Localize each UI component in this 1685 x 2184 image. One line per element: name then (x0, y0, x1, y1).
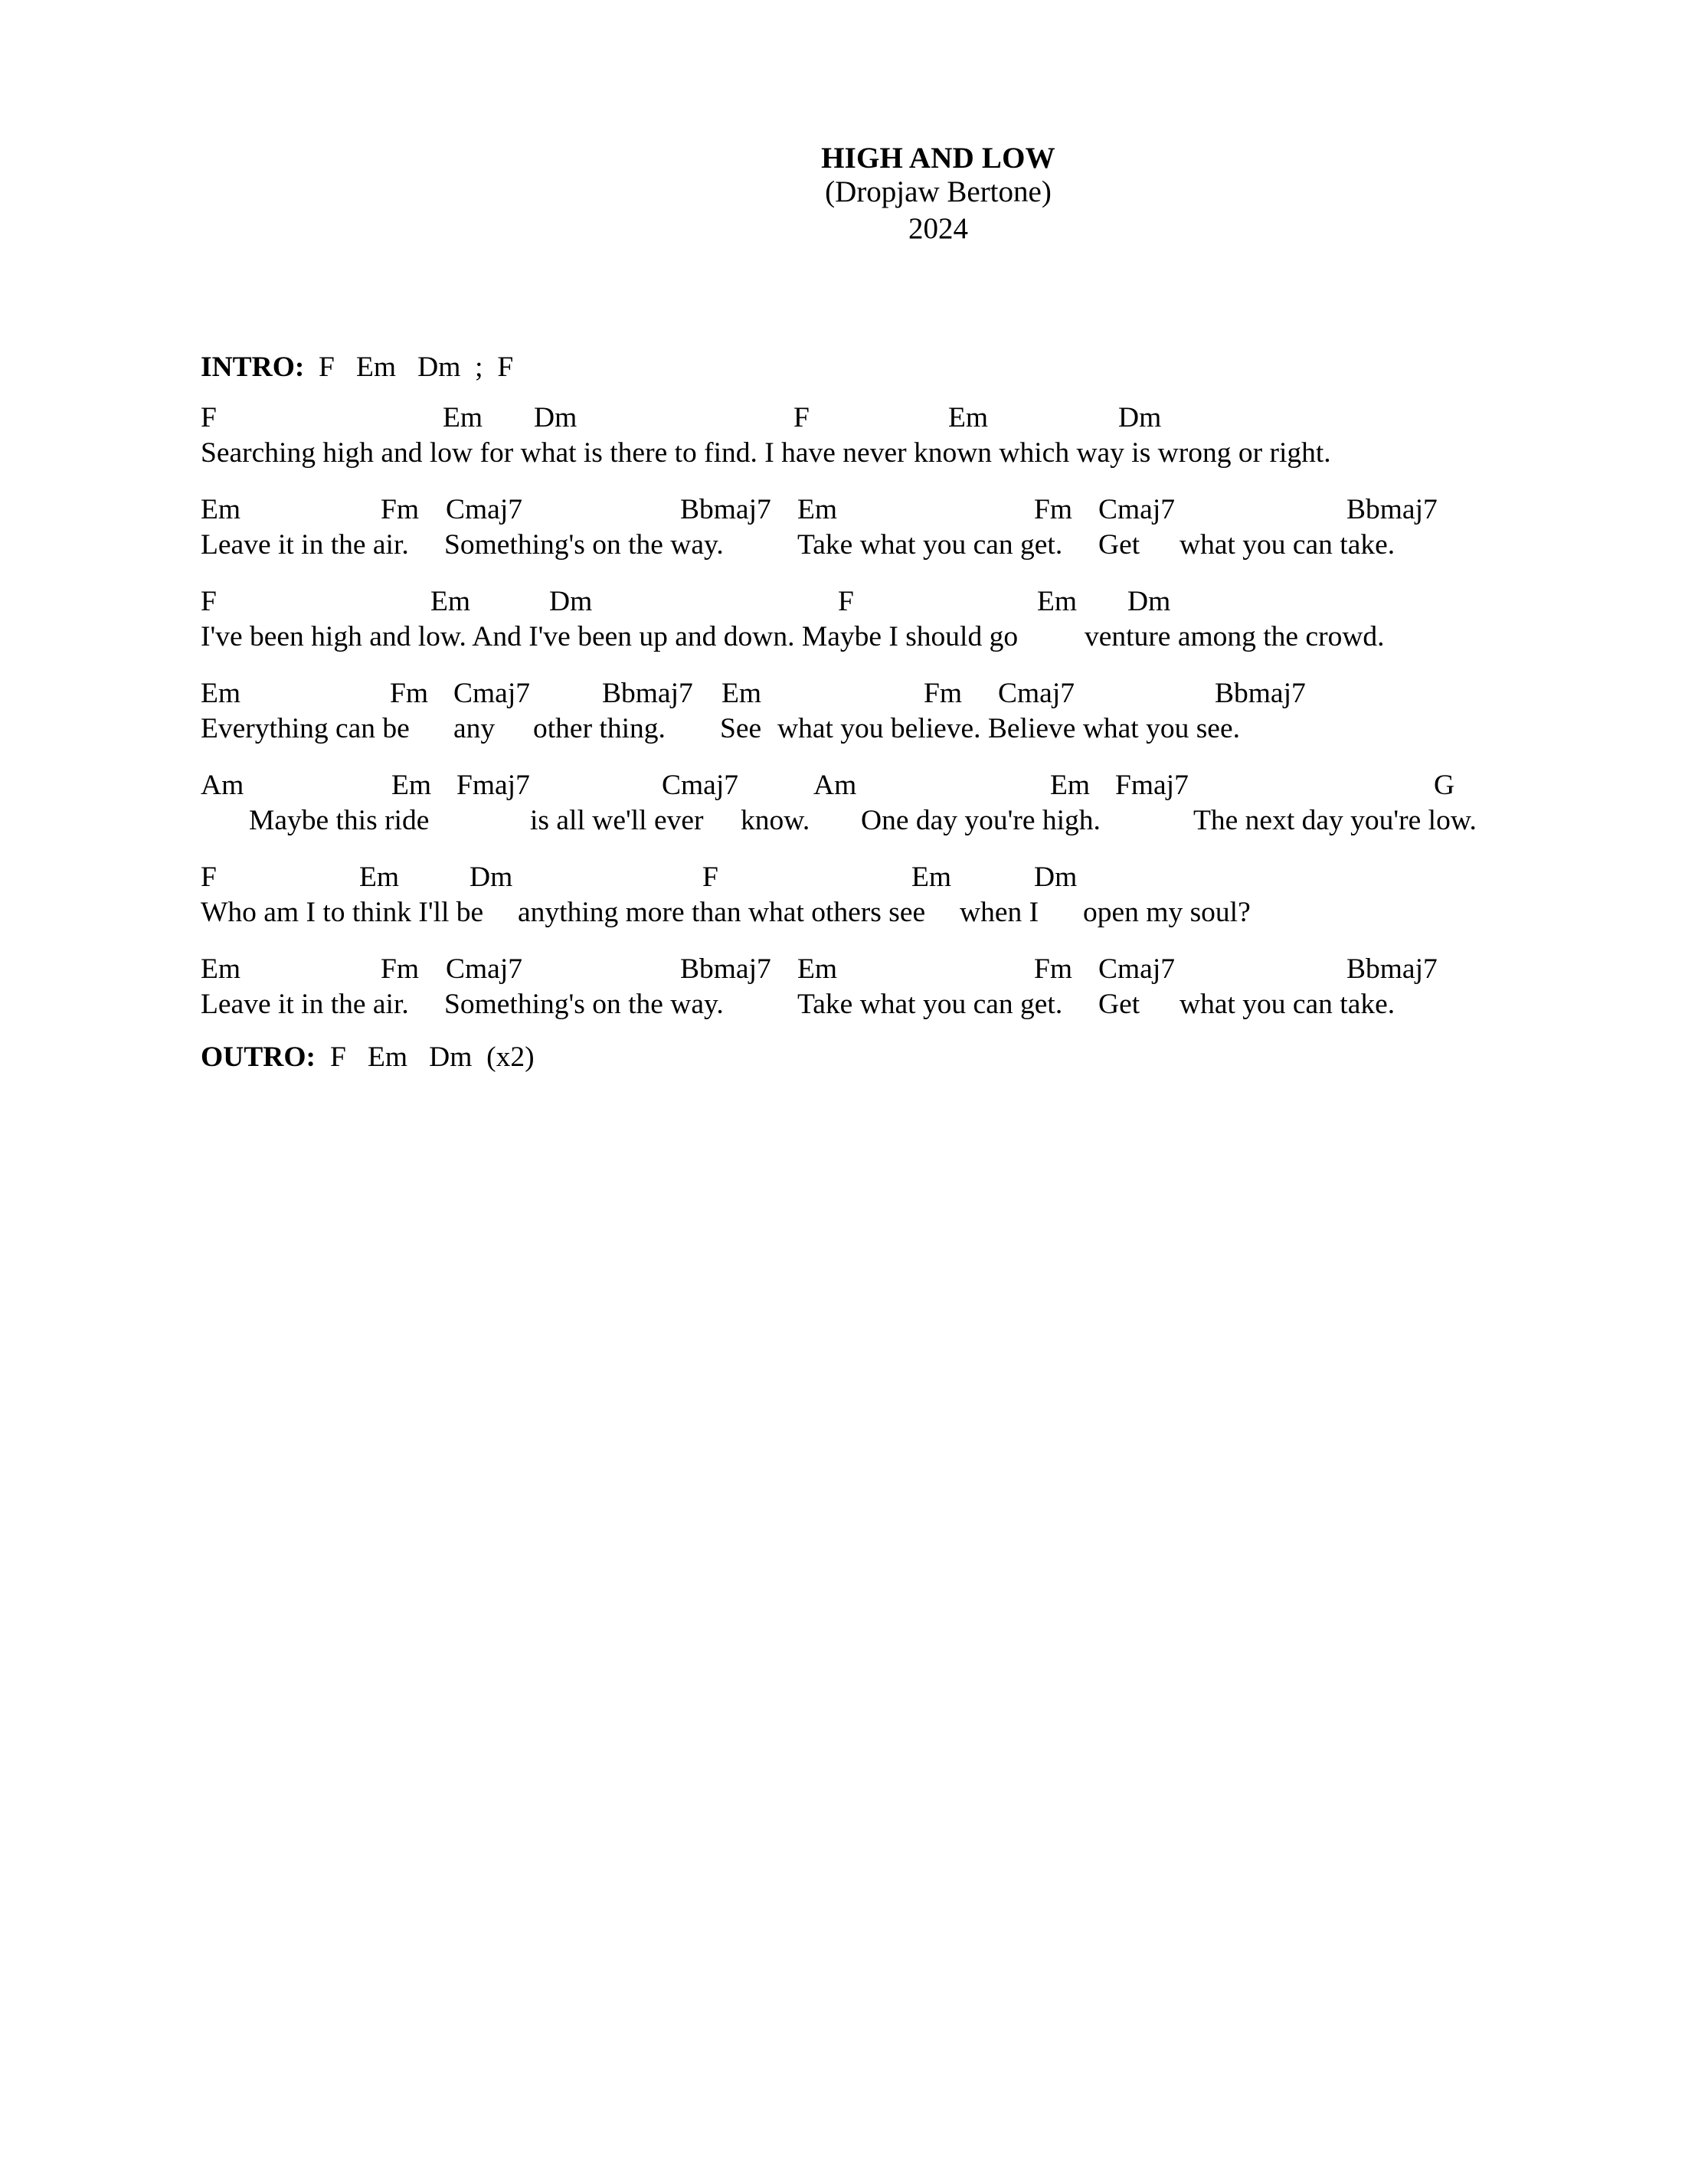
lyric: Get (1098, 989, 1140, 1020)
chord: Em (1037, 586, 1078, 617)
song-year: 2024 (908, 212, 968, 245)
chord: Bbmaj7 (1346, 953, 1438, 985)
song-artist: (Dropjaw Bertone) (825, 175, 1052, 208)
lyric: when I (960, 897, 1039, 928)
chord: Em (430, 586, 471, 617)
chord: Fm (1034, 953, 1073, 985)
outro-label: OUTRO: (201, 1041, 316, 1073)
lyric: Everything can be (201, 713, 410, 744)
chord: Dm (1127, 586, 1171, 617)
chord: Bbmaj7 (1215, 678, 1306, 709)
chord: Fm (381, 494, 420, 525)
lyric-line (0, 711, 1685, 747)
chord: Dm (549, 586, 593, 617)
chord: Em (797, 953, 838, 985)
lyric-line (0, 986, 1685, 1023)
chord: Em (443, 402, 483, 433)
lyric: See (720, 713, 762, 744)
lyric: Searching high and low for what is there to find. I have never known which way is wrong or right. (201, 437, 1331, 469)
chord: Dm (534, 402, 577, 433)
chord: Em (391, 770, 432, 801)
chord: G (1434, 770, 1455, 801)
chord: Am (813, 770, 857, 801)
lyric-line (0, 527, 1685, 564)
chord: Em (201, 678, 241, 709)
chord: Em (721, 678, 762, 709)
chord: Em (359, 862, 400, 893)
chord: Fm (390, 678, 429, 709)
chord-line (0, 767, 1685, 804)
lyric: Take what you can get. (797, 529, 1063, 561)
chord: Cmaj7 (1098, 953, 1175, 985)
lyric: Something's on the way. (444, 529, 724, 561)
chord: F (201, 586, 217, 617)
lyric-line (0, 894, 1685, 931)
lyric: Leave it in the air. (201, 989, 409, 1020)
lyric: any (453, 713, 496, 744)
lyric: Maybe this ride (249, 805, 430, 836)
chord: Cmaj7 (662, 770, 738, 801)
song-title: HIGH AND LOW (821, 142, 1055, 175)
chord: Am (201, 770, 244, 801)
chord-line (0, 951, 1685, 988)
lyric: open my soul? (1083, 897, 1251, 928)
chord: Dm (1118, 402, 1162, 433)
outro-chords: F Em Dm (x2) (330, 1041, 535, 1073)
chord: Em (1050, 770, 1091, 801)
lyric: what you believe. Believe what you see. (777, 713, 1240, 744)
chord: F (838, 586, 854, 617)
chord: Fmaj7 (456, 770, 530, 801)
lyric-line (0, 803, 1685, 839)
lyric: Take what you can get. (797, 989, 1063, 1020)
chord-line (0, 859, 1685, 896)
chord: F (201, 862, 217, 893)
chord: Cmaj7 (446, 494, 522, 525)
lyric-line (0, 435, 1685, 472)
chord: Bbmaj7 (1346, 494, 1438, 525)
chord-line (0, 492, 1685, 528)
chord: Fmaj7 (1115, 770, 1189, 801)
lyric: I've been high and low. And I've been up and down. Maybe I should go (201, 621, 1019, 652)
chord: Em (797, 494, 838, 525)
chord: Bbmaj7 (680, 953, 771, 985)
lyric: venture among the crowd. (1085, 621, 1385, 652)
lyric: know. (741, 805, 810, 836)
chord-line (0, 584, 1685, 620)
chord: Em (201, 953, 241, 985)
lyric: other thing. (533, 713, 666, 744)
lyric: what you can take. (1180, 989, 1395, 1020)
chord: Bbmaj7 (602, 678, 693, 709)
chord: Fm (924, 678, 963, 709)
lyric: The next day you're low. (1193, 805, 1477, 836)
chord: Fm (1034, 494, 1073, 525)
lyric: anything more than what others see (518, 897, 926, 928)
chord: Em (911, 862, 952, 893)
chord: Cmaj7 (446, 953, 522, 985)
lyric-line (0, 619, 1685, 656)
chord: Bbmaj7 (680, 494, 771, 525)
lyric: Something's on the way. (444, 989, 724, 1020)
intro-line (0, 349, 1685, 386)
chord: F (702, 862, 718, 893)
lyric: Leave it in the air. (201, 529, 409, 561)
intro-label: INTRO: (201, 351, 305, 383)
lyric: Who am I to think I'll be (201, 897, 484, 928)
chord-line (0, 400, 1685, 436)
chord: Cmaj7 (1098, 494, 1175, 525)
chord: Cmaj7 (998, 678, 1075, 709)
chord: F (201, 402, 217, 433)
lyric: is all we'll ever (530, 805, 704, 836)
chord: Em (948, 402, 989, 433)
chord: Cmaj7 (453, 678, 530, 709)
chord: Dm (470, 862, 513, 893)
chord: Fm (381, 953, 420, 985)
lyric: One day you're high. (861, 805, 1101, 836)
outro-line (0, 1039, 1685, 1076)
intro-chords: F Em Dm ; F (319, 351, 514, 383)
chord-line (0, 675, 1685, 712)
chord: Em (201, 494, 241, 525)
chord: F (793, 402, 810, 433)
chord: Dm (1034, 862, 1078, 893)
lyric: what you can take. (1180, 529, 1395, 561)
lyric: Get (1098, 529, 1140, 561)
